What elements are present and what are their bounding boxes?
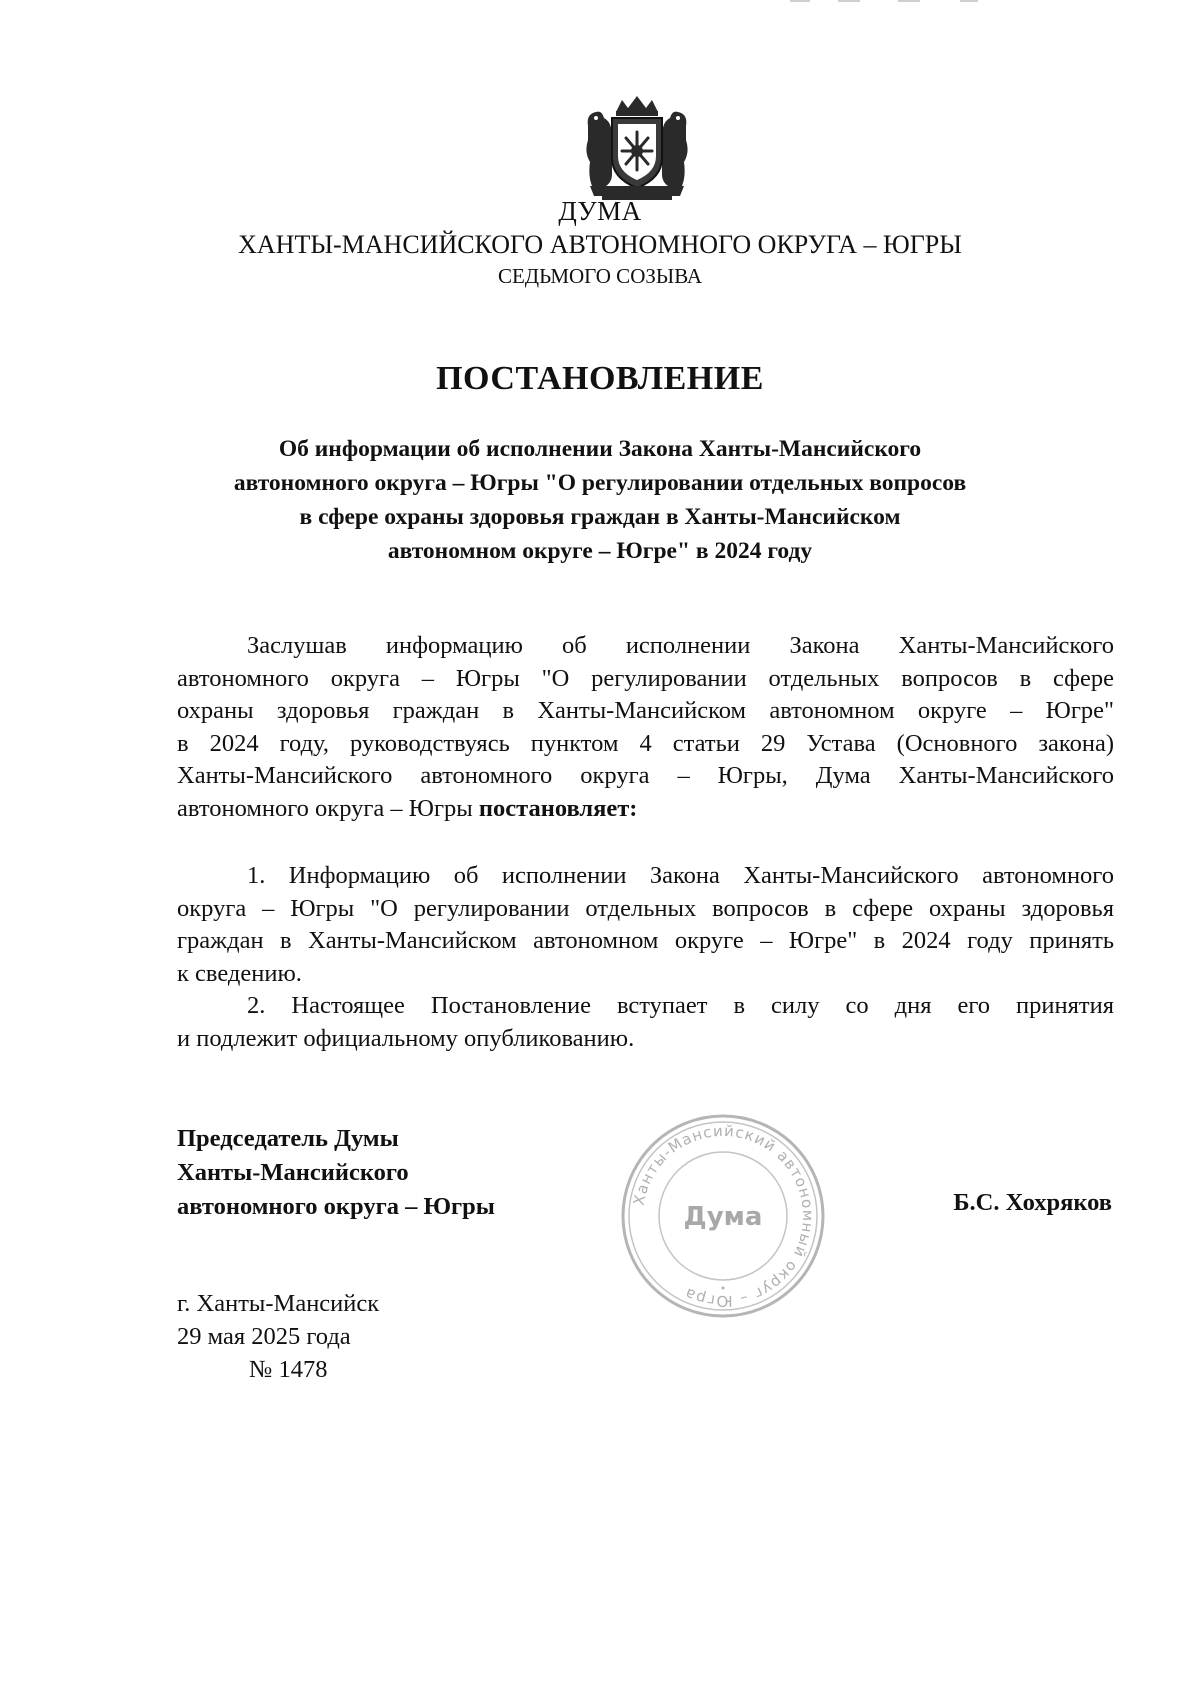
signer-title-line: автономного округа – Югры: [177, 1193, 495, 1220]
coat-of-arms-icon: [582, 96, 692, 200]
item-line: округа – Югры "О регулировании отдельных вопросов в сфере охраны здоровья: [177, 894, 1114, 922]
item-line: 2. Настоящее Постановление вступает в силу со дня его принятия: [247, 992, 1114, 1019]
resolution-item: [177, 860, 1114, 990]
place-and-date: [177, 1287, 379, 1386]
document-subject: [190, 432, 1010, 568]
preamble-line: Заслушав информацию об исполнении Закона Ханты-Мансийского: [247, 632, 1114, 659]
scan-artifact: [898, 0, 920, 2]
signer-title-line: Ханты-Мансийского: [177, 1159, 409, 1186]
date: 29 мая 2025 года: [177, 1323, 351, 1350]
scan-artifact: [838, 0, 860, 2]
item-line: и подлежит официальному опубликованию.: [177, 1024, 635, 1052]
resolution-items: [177, 860, 1114, 1055]
convocation: СЕДЬМОГО СОЗЫВА: [497, 264, 703, 288]
preamble-paragraph: [177, 630, 1114, 825]
signer-title: [177, 1122, 495, 1224]
signer-title-line: Председатель Думы: [177, 1125, 399, 1152]
scan-artifact: [960, 0, 978, 2]
preamble-line: в 2024 году, руководствуясь пунктом 4 статьи 29 Устава (Основного закона): [177, 729, 1114, 757]
scan-artifact: [790, 0, 810, 2]
official-seal: [617, 1110, 829, 1322]
resolves-keyword: постановляет:: [478, 794, 638, 822]
preamble-line: [177, 793, 1114, 826]
seal-ring-text: Ханты-Мансийский автономный округ – Югра: [629, 1121, 818, 1311]
item-line: к сведению.: [177, 959, 302, 987]
preamble-text: автономного округа – Югры: [177, 794, 479, 822]
signer-name: Б.С. Хохряков: [953, 1189, 1112, 1216]
subject-line: автономного округа – Югры "О регулировании отдельных вопросов: [233, 470, 967, 496]
city: г. Ханты-Мансийск: [177, 1290, 380, 1317]
issuing-body: ДУМА: [558, 196, 642, 226]
preamble-line: автономного округа – Югры "О регулировании отдельных вопросов в сфере: [177, 664, 1114, 692]
document-type: ПОСТАНОВЛЕНИЕ: [436, 360, 764, 397]
item-line: граждан в Ханты-Мансийском автономном округе – Югре" в 2024 году принять: [177, 927, 1114, 954]
subject-line: автономном округе – Югре" в 2024 году: [387, 538, 813, 564]
preamble-line: охраны здоровья граждан в Ханты-Мансийском автономном округе – Югре": [177, 697, 1114, 724]
document-number: № 1478: [249, 1356, 328, 1383]
seal-center-text: Дума: [683, 1202, 763, 1232]
resolution-item: [177, 990, 1114, 1055]
preamble-line: Ханты-Мансийского автономного округа – Югры, Дума Ханты-Мансийского: [177, 762, 1114, 789]
subject-line: Об информации об исполнении Закона Ханты-Мансийского: [278, 436, 922, 462]
issuing-region: ХАНТЫ-МАНСИЙСКОГО АВТОНОМНОГО ОКРУГА – ЮГРЫ: [238, 230, 962, 259]
item-line: 1. Информацию об исполнении Закона Ханты-Мансийского автономного: [247, 862, 1114, 889]
subject-line: в сфере охраны здоровья граждан в Ханты-Мансийском: [299, 504, 901, 530]
